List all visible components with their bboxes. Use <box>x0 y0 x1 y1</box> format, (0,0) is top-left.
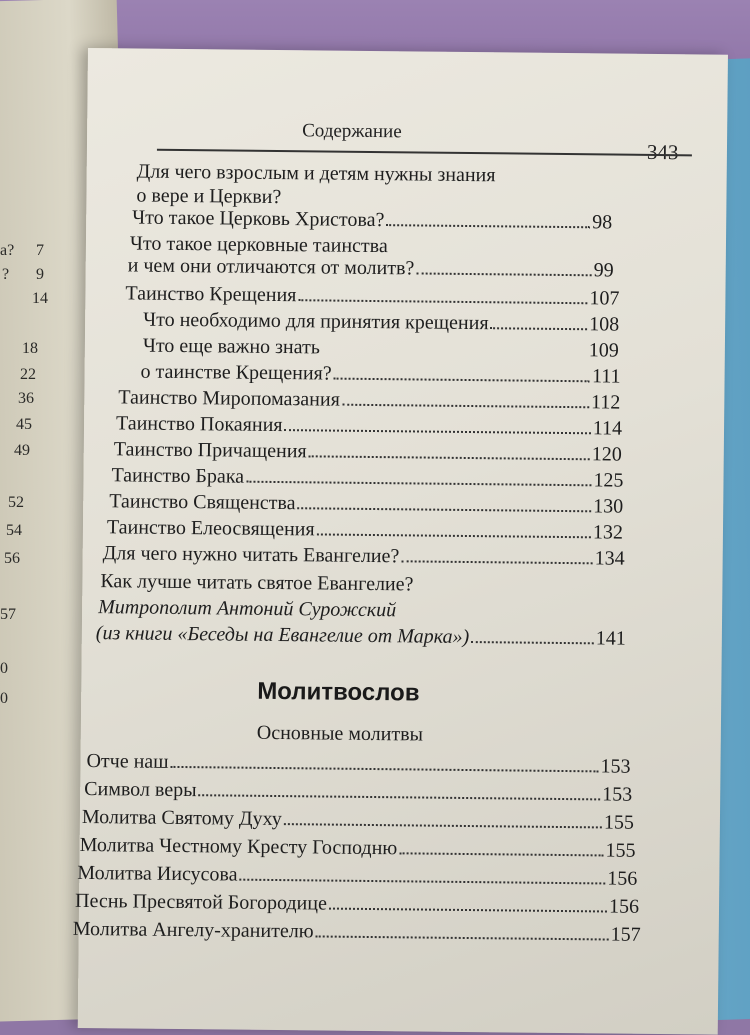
toc-entry-page: 114 <box>592 417 623 440</box>
leader-dots <box>199 794 601 800</box>
leader-dots <box>401 560 592 564</box>
toc-entry-title: Песнь Пресвятой Богородице <box>74 889 328 915</box>
toc-entry-page: 155 <box>603 811 635 834</box>
toc-row <box>116 412 622 440</box>
toc-entry-title: Что необходимо для принятия крещения <box>143 308 489 335</box>
toc-entry-title: Молитва Иисусова <box>77 861 238 886</box>
left-page-number: 36 <box>18 390 34 407</box>
toc-row <box>140 361 620 389</box>
left-page-number: 49 <box>14 442 30 459</box>
toc-row <box>82 806 634 835</box>
leader-dots <box>309 455 590 460</box>
left-page-number: 56 <box>4 550 20 567</box>
toc-entry-title: Для чего нужно читать Евангелие? <box>102 542 400 568</box>
toc-row <box>80 834 636 863</box>
leader-dots <box>491 327 588 330</box>
left-fragment: ? <box>2 266 10 283</box>
toc-row <box>132 206 612 234</box>
page-header-title: Содержание <box>302 120 402 143</box>
right-page <box>72 48 728 1035</box>
leader-dots <box>298 299 587 304</box>
toc-entry-page: 111 <box>591 365 621 388</box>
leader-dots <box>399 852 603 856</box>
leader-dots <box>317 533 591 538</box>
toc-entry-page: 130 <box>593 495 624 518</box>
table-of-contents <box>72 48 728 1035</box>
toc-entry-page: 98 <box>592 211 613 234</box>
toc-row <box>84 778 632 807</box>
toc-entry-title: Символ веры <box>84 778 197 802</box>
toc-entry-page: 155 <box>605 839 636 862</box>
left-page-number: 0 <box>0 690 8 707</box>
toc-entry-title: и чем они отличаются от молитв? <box>127 254 415 280</box>
toc-row <box>143 309 619 337</box>
toc-entry-title: Таинство Причащения <box>113 438 307 463</box>
toc-entry-page: 112 <box>590 391 621 414</box>
subsection-title: Основные молитвы <box>256 721 424 746</box>
toc-row <box>111 464 623 492</box>
toc-entry-title: Что еще важно знать <box>142 334 321 359</box>
toc-entry-page: 99 <box>593 259 614 282</box>
toc-entry-page: 109 <box>588 339 619 362</box>
toc-entry-title: Что такое церковные таинства <box>129 232 388 258</box>
toc-entry-title: Молитва Святому Духу <box>81 805 282 831</box>
toc-entry-title: о таинстве Крещения? <box>140 360 332 385</box>
toc-entry-title: Таинство Покаяния <box>115 412 283 437</box>
leader-dots <box>471 641 594 644</box>
toc-entry-title: Отче наш <box>86 750 169 773</box>
left-page-number: 54 <box>6 522 22 539</box>
toc-entry-title: Таинство Брака <box>111 464 245 488</box>
toc-row <box>73 918 641 947</box>
leader-dots <box>386 224 590 228</box>
leader-dots <box>316 935 609 940</box>
toc-entry-title: Что такое Церковь Христова? <box>132 206 385 232</box>
left-page-number: 9 <box>36 266 44 283</box>
toc-entry-page: 132 <box>592 521 624 544</box>
toc-row <box>125 282 619 310</box>
toc-entry-page: 134 <box>594 547 625 570</box>
leader-dots <box>284 429 590 434</box>
toc-entry-title: Молитва Ангелу-хранителю <box>72 917 314 943</box>
leader-dots <box>334 378 590 383</box>
toc-row <box>103 542 625 570</box>
toc-entry-title: Таинство Священства <box>109 490 296 515</box>
leader-dots <box>342 404 589 409</box>
toc-entry-title: о вере и Церкви? <box>136 184 282 209</box>
left-page-number: 7 <box>36 242 44 259</box>
toc-entry-title: Для чего взрослым и детям нужны знания <box>136 160 496 187</box>
toc-row <box>109 490 623 518</box>
toc-entry-page: 153 <box>602 783 633 806</box>
toc-entry-page: 141 <box>595 627 626 650</box>
toc-entry-page: 156 <box>608 895 640 918</box>
left-page-number: 0 <box>0 660 8 677</box>
toc-entry-page: 120 <box>591 443 622 466</box>
toc-row <box>143 335 619 363</box>
leader-dots <box>171 766 599 772</box>
left-page-number: 14 <box>32 290 48 307</box>
toc-row <box>107 516 623 544</box>
toc-row <box>128 254 614 282</box>
leader-dots <box>239 879 605 885</box>
toc-row <box>75 890 639 919</box>
left-page-number: 18 <box>22 340 38 357</box>
toc-row <box>77 862 637 891</box>
toc-entry-page: 156 <box>607 867 638 890</box>
toc-entry-title: Таинство Крещения <box>125 282 297 307</box>
left-page-number: 22 <box>20 366 36 383</box>
leader-dots <box>297 507 591 512</box>
toc-row <box>114 438 622 466</box>
toc-entry-title: Таинство Елеосвящения <box>106 516 315 541</box>
toc-entry-page: 125 <box>593 469 624 492</box>
toc-entry-page: 108 <box>589 313 620 336</box>
leader-dots <box>329 908 607 913</box>
toc-entry-title: Таинство Миропомазания <box>118 386 340 411</box>
toc-entry-page: 107 <box>589 287 620 310</box>
leader-dots <box>284 823 602 828</box>
toc-row <box>118 386 620 414</box>
toc-row <box>96 622 626 651</box>
left-fragment: а? <box>0 242 15 259</box>
toc-row <box>86 750 630 779</box>
toc-entry-title: (из книги «Беседы на Евангелие от Марка») <box>95 622 470 649</box>
section-title: Молитвослов <box>257 677 420 707</box>
toc-entry-author: Митрополит Антоний Сурожский <box>98 596 397 622</box>
left-page-number: 52 <box>8 494 24 511</box>
toc-entry-title: Как лучше читать святое Евангелие? <box>100 570 414 596</box>
leader-dots <box>416 272 591 276</box>
leader-dots <box>246 481 591 487</box>
toc-entry-page: 157 <box>610 923 641 946</box>
left-page-number: 57 <box>0 606 16 623</box>
toc-entry-page: 153 <box>600 755 631 778</box>
page-header-number: 343 <box>646 139 679 165</box>
toc-entry-title: Молитва Честному Кресту Господню <box>79 833 398 860</box>
left-page-number: 45 <box>16 416 32 433</box>
